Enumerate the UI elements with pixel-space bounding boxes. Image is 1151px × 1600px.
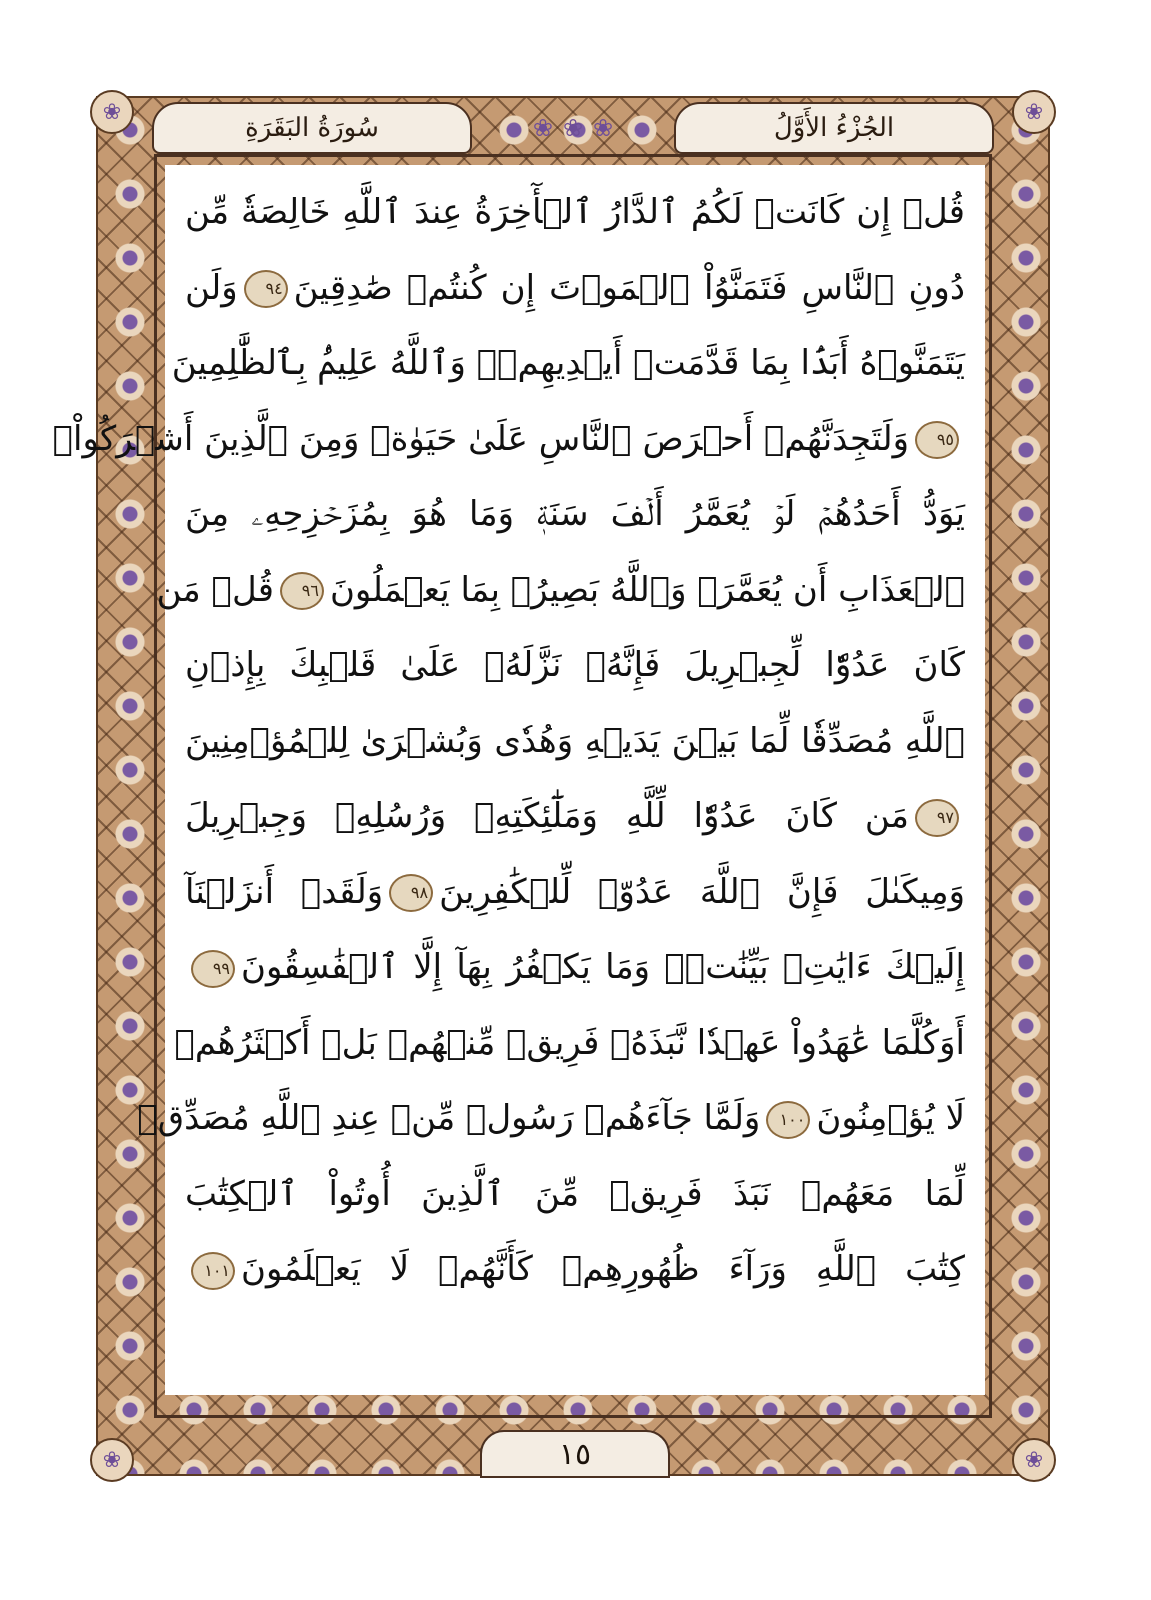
header-ornament [496,100,650,156]
text-line: أَوَكُلَّمَا عَٰهَدُواْ عَهۡدٗا نَّبَذَهُۥ فَرِيقٞ مِّنۡهُمۚ بَلۡ أَكۡثَرُهُمۡ [174,1022,965,1063]
corner-flower-icon: ❀ [1012,90,1056,134]
corner-flower-icon: ❀ [1012,1438,1056,1482]
text-line: ٱللَّهِ مُصَدِّقٗا لِّمَا بَيۡنَ يَدَيۡهِ وَهُدٗى وَبُشۡرَىٰ لِلۡمُؤۡمِنِينَ [185,720,965,761]
text-line: لِّمَا مَعَهُمۡ نَبَذَ فَرِيقٞ مِّنَ ٱلَّذِينَ أُوتُواْ ٱلۡكِتَٰبَ [185,1173,965,1214]
text-line: ٩٥وَلَتَجِدَنَّهُمۡ أَحۡرَصَ ٱلنَّاسِ عَلَىٰ حَيَوٰةٖ وَمِنَ ٱلَّذِينَ أَشۡرَكُواْۚ [185,402,965,478]
flower-icon: ❀ [532,114,553,142]
ayah-number: ٩٥ [915,421,959,459]
ayah-number: ٩٨ [389,874,433,912]
header-bar [96,96,1050,166]
quran-text-area [52,165,985,1395]
text-line: قُلۡ إِن كَانَتۡ لَكُمُ ٱلدَّارُ ٱلۡأٓخِرَةُ عِندَ ٱللَّهِ خَالِصَةٗ مِّن [185,192,965,232]
text-line: كَانَ عَدُوّٗا لِّجِبۡرِيلَ فَإِنَّهُۥ نَزَّلَهُۥ عَلَىٰ قَلۡبِكَ بِإِذۡنِ [185,645,965,685]
page-number: ١٥ [480,1430,670,1478]
surah-title: سُورَةُ البَقَرَةِ [152,102,472,154]
text-line: يَوَدُّ أَحَدُهُمۡ لَوۡ يُعَمَّرُ أَلۡفَ سَنَةٖ وَمَا هُوَ بِمُزَحۡزِحِهِۦ مِنَ [185,494,965,534]
text-line: يَتَمَنَّوۡهُ أَبَدَۢا بِمَا قَدَّمَتۡ أَيۡدِيهِمۡۚ وَٱللَّهُ عَلِيمُۢ بِٱلظَّٰلِمِينَ [171,343,965,383]
juz-title: الجُزْءُ الأَوَّلُ [674,102,994,154]
text-line: ٱلۡعَذَابِ أَن يُعَمَّرَۗ وَٱللَّهُ بَصِيرُۢ بِمَا يَعۡمَلُونَ٩٦قُلۡ مَن [156,569,965,610]
corner-flower-icon: ❀ [90,90,134,134]
ayah-number: ٩٤ [244,270,288,308]
text-line: كِتَٰبَ ٱللَّهِ وَرَآءَ ظُهُورِهِمۡ كَأَنَّهُمۡ لَا يَعۡلَمُونَ١٠١ [185,1232,965,1308]
text-line: دُونِ ٱلنَّاسِ فَتَمَنَّوُاْ ٱلۡمَوۡتَ إِن كُنتُمۡ صَٰدِقِينَ٩٤وَلَن [185,267,965,308]
ayah-number: ١٠٠ [766,1101,810,1139]
flower-icon: ❀ [562,114,584,142]
text-line: وَمِيكَىٰلَ فَإِنَّ ٱللَّهَ عَدُوّٞ لِّلۡكَٰفِرِينَ٩٨وَلَقَدۡ أَنزَلۡنَآ [185,871,965,912]
text-line: ٩٧مَن كَانَ عَدُوّٗا لِّلَّهِ وَمَلَٰٓئِكَتِهِۦ وَرُسُلِهِۦ وَجِبۡرِيلَ [185,779,965,855]
text-line: إِلَيۡكَ ءَايَٰتِۭ بَيِّنَٰتٖۖ وَمَا يَكۡفُرُ بِهَآ إِلَّا ٱلۡفَٰسِقُونَ٩٩ [185,930,965,1006]
ayah-number: ٩٦ [280,572,324,610]
ayah-number: ١٠١ [191,1252,235,1290]
text-line: لَا يُؤۡمِنُونَ١٠٠وَلَمَّا جَآءَهُمۡ رَسُولٞ مِّنۡ عِندِ ٱللَّهِ مُصَدِّقٞ [137,1098,965,1138]
flower-icon: ❀ [593,114,614,142]
ayah-number: ٩٧ [915,799,959,837]
ayah-number: ٩٩ [191,950,235,988]
corner-flower-icon: ❀ [90,1438,134,1482]
